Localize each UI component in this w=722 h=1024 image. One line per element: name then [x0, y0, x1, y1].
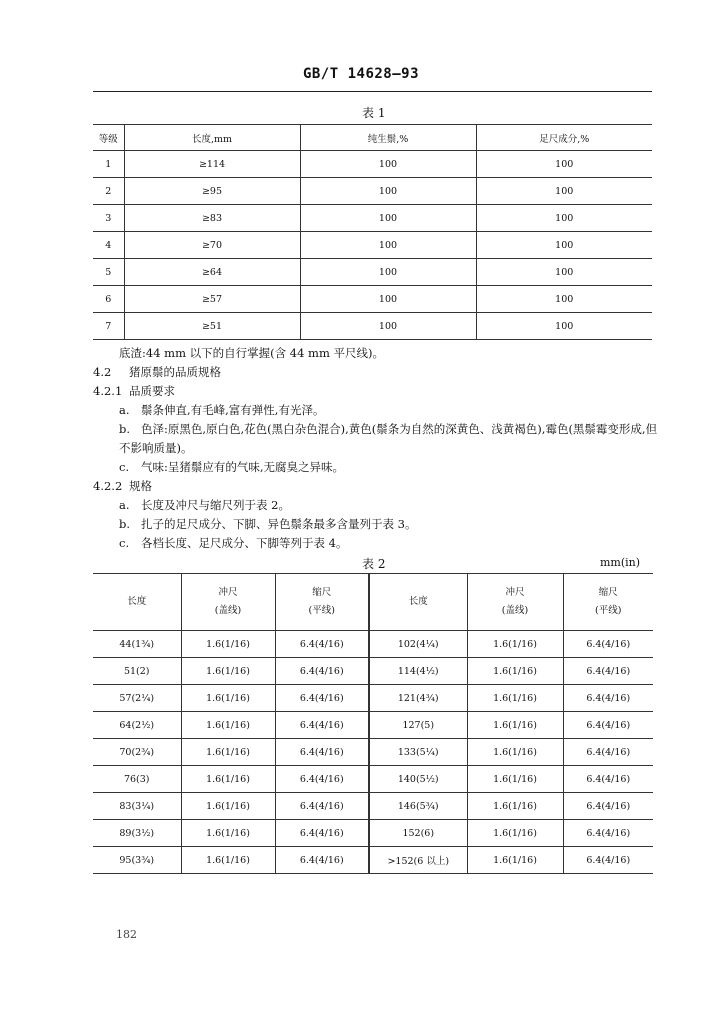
table2-col-overmeasure-right: 冲尺 (盖线) — [467, 574, 563, 631]
table2-col-undermeasure: 缩尺 (平线) — [275, 574, 369, 631]
table-cell: ≥64 — [124, 259, 300, 286]
table-cell: 100 — [476, 151, 652, 178]
table-cell: 1 — [93, 151, 124, 178]
table-cell: 1.6(1/16) — [467, 739, 563, 766]
table-cell: 6.4(4/16) — [563, 766, 653, 793]
table-cell: 70(2¾) — [93, 739, 181, 766]
table-cell: 133(5¼) — [369, 739, 467, 766]
table-row — [93, 793, 653, 820]
table-cell: 51(2) — [93, 658, 181, 685]
table-cell: 6.4(4/16) — [275, 739, 369, 766]
table-row — [93, 232, 652, 259]
table-cell: 6.4(4/16) — [275, 658, 369, 685]
table-cell: 102(4¼) — [369, 631, 467, 658]
table-cell: 100 — [476, 286, 652, 313]
table-cell: 6.4(4/16) — [275, 847, 369, 874]
list-item-text: 长度及冲尺与缩尺列于表 2。 — [141, 498, 290, 512]
table-cell: 6.4(4/16) — [275, 712, 369, 739]
table-2 — [93, 573, 653, 874]
table1-caption: 表 1 — [362, 106, 386, 120]
table-row — [93, 178, 652, 205]
table-row — [93, 712, 653, 739]
table-row — [93, 259, 652, 286]
table-cell: 4 — [93, 232, 124, 259]
section-number: 4.2 — [93, 365, 112, 379]
table2-col-length: 长度 — [93, 574, 181, 631]
table-cell: 100 — [300, 232, 476, 259]
list-item-text: 扎子的足尺成分、下脚、异色鬃条最多含量列于表 3。 — [141, 517, 417, 531]
table-cell: 7 — [93, 313, 124, 340]
table-cell: 1.6(1/16) — [181, 847, 275, 874]
table-row — [93, 313, 652, 340]
table-cell: 6.4(4/16) — [563, 685, 653, 712]
table-cell: 114(4½) — [369, 658, 467, 685]
table-cell: 100 — [476, 205, 652, 232]
table-cell: 100 — [476, 232, 652, 259]
list-item-text: 各档长度、足尺成分、下脚等列于表 4。 — [141, 536, 348, 550]
table-row — [93, 658, 653, 685]
table1-col-pure-bristle: 纯生鬃,% — [300, 125, 476, 151]
table-row — [93, 685, 653, 712]
table-row — [93, 205, 652, 232]
table-cell: 1.6(1/16) — [467, 820, 563, 847]
table-cell: 100 — [300, 205, 476, 232]
table-cell: 100 — [300, 313, 476, 340]
section-number: 4.2.1 — [93, 384, 123, 398]
table2-col-undermeasure-right: 缩尺 (平线) — [563, 574, 653, 631]
table-cell: 1.6(1/16) — [181, 712, 275, 739]
table1-col-full-length: 足尺成分,% — [476, 125, 652, 151]
list-item — [93, 496, 658, 515]
table-cell: 100 — [476, 313, 652, 340]
table-cell: 152(6) — [369, 820, 467, 847]
table-cell: 6.4(4/16) — [563, 793, 653, 820]
section-title: 猪原鬃的品质规格 — [129, 365, 221, 379]
table-cell: ≥95 — [124, 178, 300, 205]
table-cell: 44(1¾) — [93, 631, 181, 658]
table-row — [93, 631, 653, 658]
table-cell: 1.6(1/16) — [467, 658, 563, 685]
table-cell: ≥57 — [124, 286, 300, 313]
list-item-label: b. — [119, 517, 131, 531]
table-cell: 57(2¼) — [93, 685, 181, 712]
table-cell: 6.4(4/16) — [563, 820, 653, 847]
table-cell: 6.4(4/16) — [563, 631, 653, 658]
table-cell: 3 — [93, 205, 124, 232]
table-cell: 95(3¾) — [93, 847, 181, 874]
list-item — [93, 401, 658, 420]
table-row — [93, 286, 652, 313]
section-4-2-1-heading — [93, 382, 658, 401]
table-cell: 1.6(1/16) — [181, 739, 275, 766]
table-cell: ≥51 — [124, 313, 300, 340]
table1-col-length: 长度,mm — [124, 125, 300, 151]
table-cell: >152(6 以上) — [369, 847, 467, 874]
table-cell: 100 — [300, 178, 476, 205]
list-item-text: 色泽:原黑色,原白色,花色(黑白杂色混合),黄色(鬃条为自然的深黄色、浅黄褐色),霉色(黑鬃霉变形成,但不影响质量)。 — [119, 422, 658, 455]
table-cell: ≥70 — [124, 232, 300, 259]
table-cell: ≥114 — [124, 151, 300, 178]
table-cell: 1.6(1/16) — [467, 847, 563, 874]
table-cell: 6.4(4/16) — [563, 739, 653, 766]
table-cell: 140(5½) — [369, 766, 467, 793]
table-cell: 121(4¾) — [369, 685, 467, 712]
standard-code-header: GB/T 14628—93 — [302, 66, 420, 82]
table-cell: 1.6(1/16) — [181, 820, 275, 847]
table-row — [93, 820, 653, 847]
list-item-label: c. — [119, 536, 130, 550]
table-cell: 127(5) — [369, 712, 467, 739]
header-rule — [93, 91, 652, 92]
table-cell: 1.6(1/16) — [181, 658, 275, 685]
body-section — [93, 344, 658, 553]
table-cell: 100 — [300, 259, 476, 286]
table-cell: 100 — [476, 178, 652, 205]
table-cell: 6.4(4/16) — [275, 631, 369, 658]
table-row — [93, 151, 652, 178]
table-cell: 6.4(4/16) — [275, 820, 369, 847]
table-cell: 1.6(1/16) — [467, 712, 563, 739]
section-4-2-heading — [93, 363, 658, 382]
list-item — [93, 515, 658, 534]
section-title: 规格 — [129, 479, 152, 493]
page-number: 182 — [116, 928, 137, 941]
table-row — [93, 847, 653, 874]
table2-col-overmeasure: 冲尺 (盖线) — [181, 574, 275, 631]
table-cell: 1.6(1/16) — [181, 766, 275, 793]
table-cell: 1.6(1/16) — [181, 631, 275, 658]
section-title: 品质要求 — [129, 384, 175, 398]
list-item-label: c. — [119, 460, 130, 474]
table-cell: 6.4(4/16) — [563, 712, 653, 739]
list-item-text: 鬃条伸直,有毛峰,富有弹性,有光泽。 — [141, 403, 325, 417]
table-row — [93, 739, 653, 766]
table-cell: 76(3) — [93, 766, 181, 793]
bottom-residue-note: 底渣:44 mm 以下的自行掌握(含 44 mm 平尺线)。 — [119, 346, 385, 360]
table-cell: 5 — [93, 259, 124, 286]
table-cell: 6.4(4/16) — [275, 793, 369, 820]
table-1 — [93, 124, 652, 340]
table-cell: 64(2½) — [93, 712, 181, 739]
table-cell: 146(5¾) — [369, 793, 467, 820]
section-number: 4.2.2 — [93, 479, 123, 493]
list-item — [93, 534, 658, 553]
table-cell: 100 — [300, 151, 476, 178]
list-item — [93, 458, 658, 477]
section-4-2-2-heading — [93, 477, 658, 496]
list-item-text: 气味:呈猪鬃应有的气味,无腐臭之异味。 — [141, 460, 345, 474]
table-cell: 1.6(1/16) — [467, 793, 563, 820]
table1-col-grade: 等级 — [93, 125, 124, 151]
table-cell: ≥83 — [124, 205, 300, 232]
table-cell: 83(3¼) — [93, 793, 181, 820]
table-cell: 100 — [300, 286, 476, 313]
table-cell: 1.6(1/16) — [467, 766, 563, 793]
table-cell: 1.6(1/16) — [181, 793, 275, 820]
table-row — [93, 766, 653, 793]
table-cell: 6.4(4/16) — [563, 847, 653, 874]
table2-header-row — [93, 574, 653, 631]
list-item-label: a. — [119, 403, 130, 417]
table1-header-row — [93, 125, 652, 151]
table2-caption: 表 2 — [362, 557, 386, 571]
table-cell: 89(3½) — [93, 820, 181, 847]
table-cell: 6 — [93, 286, 124, 313]
table-cell: 100 — [476, 259, 652, 286]
table-cell: 1.6(1/16) — [181, 685, 275, 712]
table-cell: 6.4(4/16) — [563, 658, 653, 685]
table2-col-length-right: 长度 — [369, 574, 467, 631]
table-cell: 6.4(4/16) — [275, 685, 369, 712]
table-cell: 2 — [93, 178, 124, 205]
table-cell: 1.6(1/16) — [467, 685, 563, 712]
list-item — [93, 420, 658, 458]
table-cell: 6.4(4/16) — [275, 766, 369, 793]
list-item-label: b. — [119, 422, 131, 436]
list-item-label: a. — [119, 498, 130, 512]
table-cell: 1.6(1/16) — [467, 631, 563, 658]
table2-unit: mm(in) — [599, 556, 640, 569]
